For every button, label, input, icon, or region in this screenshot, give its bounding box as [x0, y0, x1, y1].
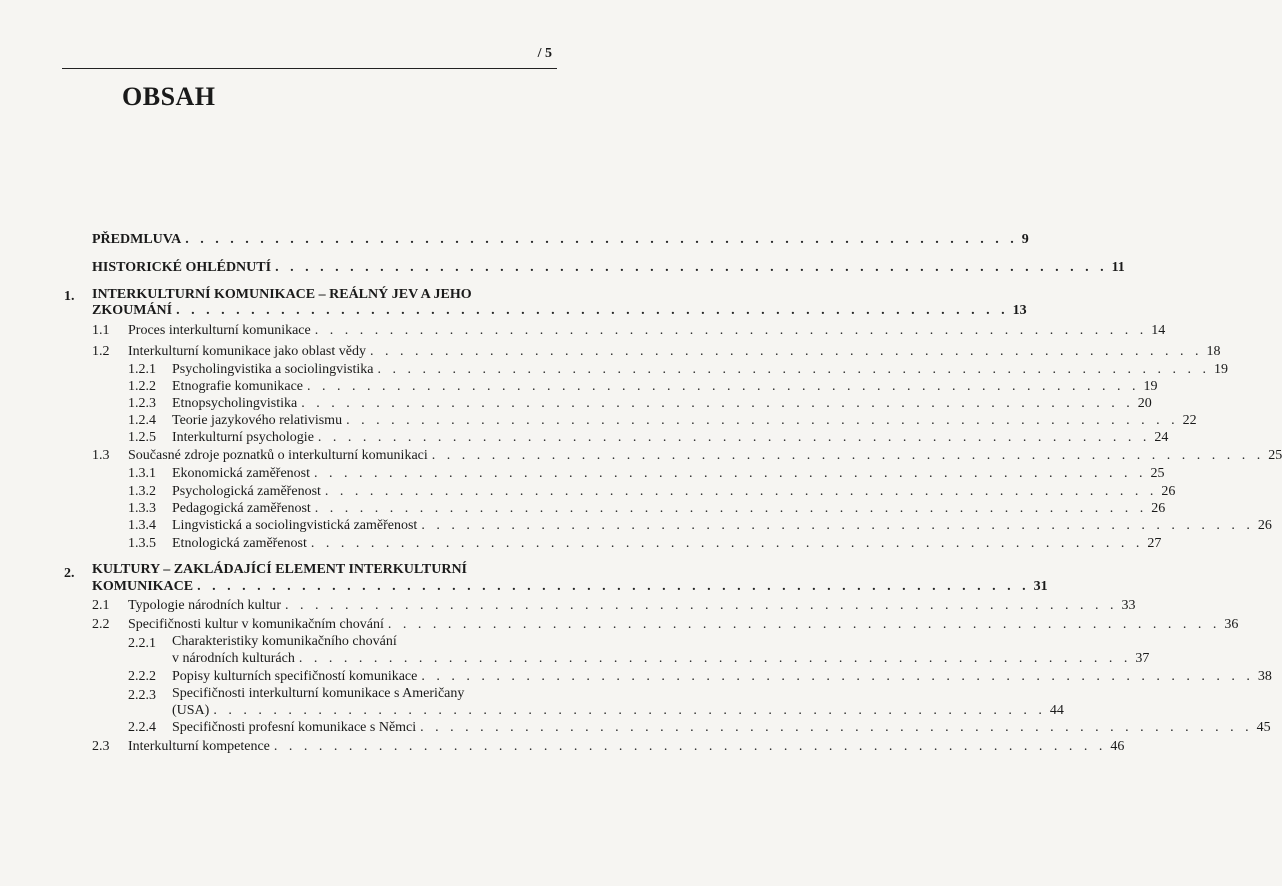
- leader-dots: . . . . . . . . . . . . . . . . . . . . . . . . . . . . . . . . . . . . . . . . . . . . . . . . . . . . . . . .: [421, 669, 1254, 684]
- toc-entry-label: Psycholingvistika a sociolingvistika: [172, 362, 374, 377]
- leader-dots: . . . . . . . . . . . . . . . . . . . . . . . . . . . . . . . . . . . . . . . . . . . . . . . . . . . . . . . .: [314, 466, 1147, 481]
- toc-entry-page: 27: [1147, 536, 1162, 551]
- toc-entry-number: 1.3: [92, 448, 110, 463]
- leader-dots: . . . . . . . . . . . . . . . . . . . . . . . . . . . . . . . . . . . . . . . . . . . . . . . . . . . . . . . .: [421, 518, 1254, 533]
- toc-entry-page: 24: [1154, 430, 1169, 445]
- toc-entry-page: 20: [1137, 396, 1152, 411]
- toc-entry-label: KOMUNIKACE: [92, 579, 194, 594]
- toc-entry-chapter-2[interactable]: [92, 579, 1048, 595]
- leader-dots: . . . . . . . . . . . . . . . . . . . . . . . . . . . . . . . . . . . . . . . . . . . . . . . . . . . . . . . .: [369, 344, 1203, 359]
- leader-dots: . . . . . . . . . . . . . . . . . . . . . . . . . . . . . . . . . . . . . . . . . . . . . . . . . . . . . . . .: [285, 598, 1118, 613]
- leader-dots: . . . . . . . . . . . . . . . . . . . . . . . . . . . . . . . . . . . . . . . . . . . . . . . . . . . . . . . .: [197, 579, 1030, 594]
- toc-entry-1-2-5[interactable]: [128, 430, 1169, 446]
- leader-dots: . . . . . . . . . . . . . . . . . . . . . . . . . . . . . . . . . . . . . . . . . . . . . . . . . . . . . . . .: [307, 379, 1140, 394]
- toc-entry-page: 45: [1256, 720, 1271, 735]
- toc-entry-label: v národních kulturách: [172, 651, 295, 666]
- toc-entry-label: Etnopsycholingvistika: [172, 396, 298, 411]
- toc-entry-label: Ekonomická zaměřenost: [172, 466, 311, 481]
- toc-entry-2-2[interactable]: [92, 617, 1239, 633]
- toc-entry-2-3[interactable]: [92, 739, 1125, 755]
- toc-entry-number: 2.2.4: [128, 720, 156, 735]
- toc-entry-page: 33: [1121, 598, 1136, 613]
- toc-entry-page: 26: [1257, 518, 1272, 533]
- toc-entry-label: Současné zdroje poznatků o interkulturní komunikaci: [128, 448, 428, 463]
- toc-entry-2-2-3[interactable]: [172, 703, 1064, 719]
- toc-entry-number: 2.2.2: [128, 669, 156, 684]
- toc-entry-number: 1.3.5: [128, 536, 156, 551]
- toc-entry-page: 26: [1161, 484, 1176, 499]
- toc-entry-page: 37: [1135, 651, 1150, 666]
- leader-dots: . . . . . . . . . . . . . . . . . . . . . . . . . . . . . . . . . . . . . . . . . . . . . . . . . . . . . . . .: [298, 651, 1132, 666]
- toc-entry-page: 19: [1213, 362, 1228, 377]
- chapter-number: 1.: [64, 289, 75, 304]
- toc-entry-label: (USA): [172, 703, 210, 718]
- page-number: / 5: [537, 46, 552, 61]
- toc-entry-1-3-2[interactable]: [128, 484, 1176, 500]
- toc-entry-1-1[interactable]: [92, 323, 1166, 339]
- toc-entry-number: 1.3.4: [128, 518, 156, 533]
- toc-entry-label: Interkulturní kompetence: [128, 739, 270, 754]
- leader-dots: . . . . . . . . . . . . . . . . . . . . . . . . . . . . . . . . . . . . . . . . . . . . . . . . . . . . . . . .: [314, 501, 1148, 516]
- toc-entry-label: Etnografie komunikace: [172, 379, 304, 394]
- toc-entry-1-2-2[interactable]: [128, 379, 1158, 395]
- leader-dots: . . . . . . . . . . . . . . . . . . . . . . . . . . . . . . . . . . . . . . . . . . . . . . . . . . . . . . . .: [317, 430, 1151, 445]
- leader-dots: . . . . . . . . . . . . . . . . . . . . . . . . . . . . . . . . . . . . . . . . . . . . . . . . . . . . . . . .: [346, 413, 1179, 428]
- toc-entry-number: 1.2.1: [128, 362, 156, 377]
- toc-entry-1-2[interactable]: [92, 344, 1221, 360]
- leader-dots: . . . . . . . . . . . . . . . . . . . . . . . . . . . . . . . . . . . . . . . . . . . . . . . . . . . . . . . .: [185, 232, 1018, 247]
- toc-entry-label: Etnologická zaměřenost: [172, 536, 307, 551]
- toc-entry-1-2-3[interactable]: [128, 396, 1152, 412]
- toc-entry-label: Interkulturní psychologie: [172, 430, 314, 445]
- toc-entry-label: PŘEDMLUVA: [92, 232, 182, 247]
- toc-entry-number: 2.1: [92, 598, 110, 613]
- leader-dots: . . . . . . . . . . . . . . . . . . . . . . . . . . . . . . . . . . . . . . . . . . . . . . . . . . . . . . . .: [387, 617, 1221, 632]
- leader-dots: . . . . . . . . . . . . . . . . . . . . . . . . . . . . . . . . . . . . . . . . . . . . . . . . . . . . . . . .: [377, 362, 1210, 377]
- toc-entry-2-2-1[interactable]: [172, 651, 1150, 667]
- toc-entry-label: HISTORICKÉ OHLÉDNUTÍ: [92, 260, 272, 275]
- toc-entry-chapter-1[interactable]: [92, 303, 1027, 319]
- toc-entry-number: 1.3.3: [128, 501, 156, 516]
- toc-entry-page: 9: [1021, 232, 1029, 247]
- toc-entry-page: 36: [1224, 617, 1239, 632]
- toc-entry-label: Popisy kulturních specifičností komunikace: [172, 669, 418, 684]
- toc-entry-1-3-1[interactable]: [128, 466, 1165, 482]
- toc-entry-number: 1.3.1: [128, 466, 156, 481]
- toc-entry-label-line1: Specifičnosti interkulturní komunikace s Američany: [172, 686, 465, 701]
- toc-entry-label-line1: Charakteristiky komunikačního chování: [172, 634, 397, 649]
- page-title: OBSAH: [122, 82, 216, 111]
- chapter-title-line1: INTERKULTURNÍ KOMUNIKACE – REÁLNÝ JEV A JEHO: [92, 287, 472, 302]
- toc-entry-page: 26: [1151, 501, 1166, 516]
- toc-entry-1-3-4[interactable]: [128, 518, 1272, 534]
- leader-dots: . . . . . . . . . . . . . . . . . . . . . . . . . . . . . . . . . . . . . . . . . . . . . . . . . . . . . . . .: [273, 739, 1107, 754]
- toc-entry-label: Interkulturní komunikace jako oblast vědy: [128, 344, 366, 359]
- toc-entry-page: 18: [1206, 344, 1221, 359]
- toc-entry-number: 1.2.5: [128, 430, 156, 445]
- toc-entry-label: ZKOUMÁNÍ: [92, 303, 173, 318]
- toc-entry-page: 19: [1143, 379, 1158, 394]
- leader-dots: . . . . . . . . . . . . . . . . . . . . . . . . . . . . . . . . . . . . . . . . . . . . . . . . . . . . . . . .: [301, 396, 1134, 411]
- leader-dots: . . . . . . . . . . . . . . . . . . . . . . . . . . . . . . . . . . . . . . . . . . . . . . . . . . . . . . . .: [310, 536, 1144, 551]
- leader-dots: . . . . . . . . . . . . . . . . . . . . . . . . . . . . . . . . . . . . . . . . . . . . . . . . . . . . . . . .: [314, 323, 1148, 338]
- toc-entry-page: 46: [1110, 739, 1125, 754]
- toc-entry-1-3-5[interactable]: [128, 536, 1162, 552]
- toc-entry-number: 2.3: [92, 739, 110, 754]
- toc-entry-label: Specifičnosti kultur v komunikačním chování: [128, 617, 384, 632]
- toc-entry-number: 1.2.2: [128, 379, 156, 394]
- toc-entry-label: Specifičnosti profesní komunikace s Němci: [172, 720, 417, 735]
- toc-entry-label: Psychologická zaměřenost: [172, 484, 321, 499]
- toc-entry-number: 1.3.2: [128, 484, 156, 499]
- chapter-title-line1: KULTURY – ZAKLÁDAJÍCÍ ELEMENT INTERKULTURNÍ: [92, 562, 467, 577]
- leader-dots: . . . . . . . . . . . . . . . . . . . . . . . . . . . . . . . . . . . . . . . . . . . . . . . . . . . . . . . .: [420, 720, 1253, 735]
- toc-entry-number: 2.2.1: [128, 636, 156, 651]
- toc-entry-number: 1.2: [92, 344, 110, 359]
- toc-entry-historicke-ohlednuti[interactable]: [92, 260, 1125, 276]
- toc-entry-page: 13: [1012, 303, 1027, 318]
- toc-entry-page: 14: [1151, 323, 1166, 338]
- leader-dots: . . . . . . . . . . . . . . . . . . . . . . . . . . . . . . . . . . . . . . . . . . . . . . . . . . . . . . . .: [275, 260, 1108, 275]
- toc-entry-1-3[interactable]: [92, 448, 1282, 464]
- toc-entry-2-2-2[interactable]: [128, 669, 1272, 685]
- toc-entry-1-3-3[interactable]: [128, 501, 1166, 517]
- toc-entry-page: 25: [1150, 466, 1165, 481]
- leader-dots: . . . . . . . . . . . . . . . . . . . . . . . . . . . . . . . . . . . . . . . . . . . . . . . . . . . . . . . .: [213, 703, 1046, 718]
- toc-entry-1-2-1[interactable]: [128, 362, 1228, 378]
- toc-entry-number: 1.2.3: [128, 396, 156, 411]
- toc-entry-label: Pedagogická zaměřenost: [172, 501, 311, 516]
- leader-dots: . . . . . . . . . . . . . . . . . . . . . . . . . . . . . . . . . . . . . . . . . . . . . . . . . . . . . . . .: [431, 448, 1265, 463]
- toc-entry-number: 1.2.4: [128, 413, 156, 428]
- leader-dots: . . . . . . . . . . . . . . . . . . . . . . . . . . . . . . . . . . . . . . . . . . . . . . . . . . . . . . . .: [176, 303, 1009, 318]
- toc-entry-label: Teorie jazykového relativismu: [172, 413, 343, 428]
- toc-entry-1-2-4[interactable]: [128, 413, 1197, 429]
- toc-entry-number: 1.1: [92, 323, 110, 338]
- toc-entry-page: 44: [1049, 703, 1064, 718]
- toc-entry-page: 38: [1257, 669, 1272, 684]
- toc-entry-page: 25: [1268, 448, 1282, 463]
- toc-entry-page: 31: [1033, 579, 1048, 594]
- toc-entry-label: Typologie národních kultur: [128, 598, 281, 613]
- toc-entry-label: Proces interkulturní komunikace: [128, 323, 311, 338]
- chapter-number: 2.: [64, 566, 75, 581]
- toc-entry-page: 11: [1111, 260, 1125, 275]
- leader-dots: . . . . . . . . . . . . . . . . . . . . . . . . . . . . . . . . . . . . . . . . . . . . . . . . . . . . . . . .: [324, 484, 1158, 499]
- toc-entry-page: 22: [1182, 413, 1197, 428]
- toc-entry-label: Lingvistická a sociolingvistická zaměřenost: [172, 518, 418, 533]
- toc-entry-predmluva[interactable]: [92, 232, 1029, 248]
- toc-entry-2-2-4[interactable]: [128, 720, 1271, 736]
- toc-entry-number: 2.2: [92, 617, 110, 632]
- toc-entry-number: 2.2.3: [128, 688, 156, 703]
- toc-entry-2-1[interactable]: [92, 598, 1136, 614]
